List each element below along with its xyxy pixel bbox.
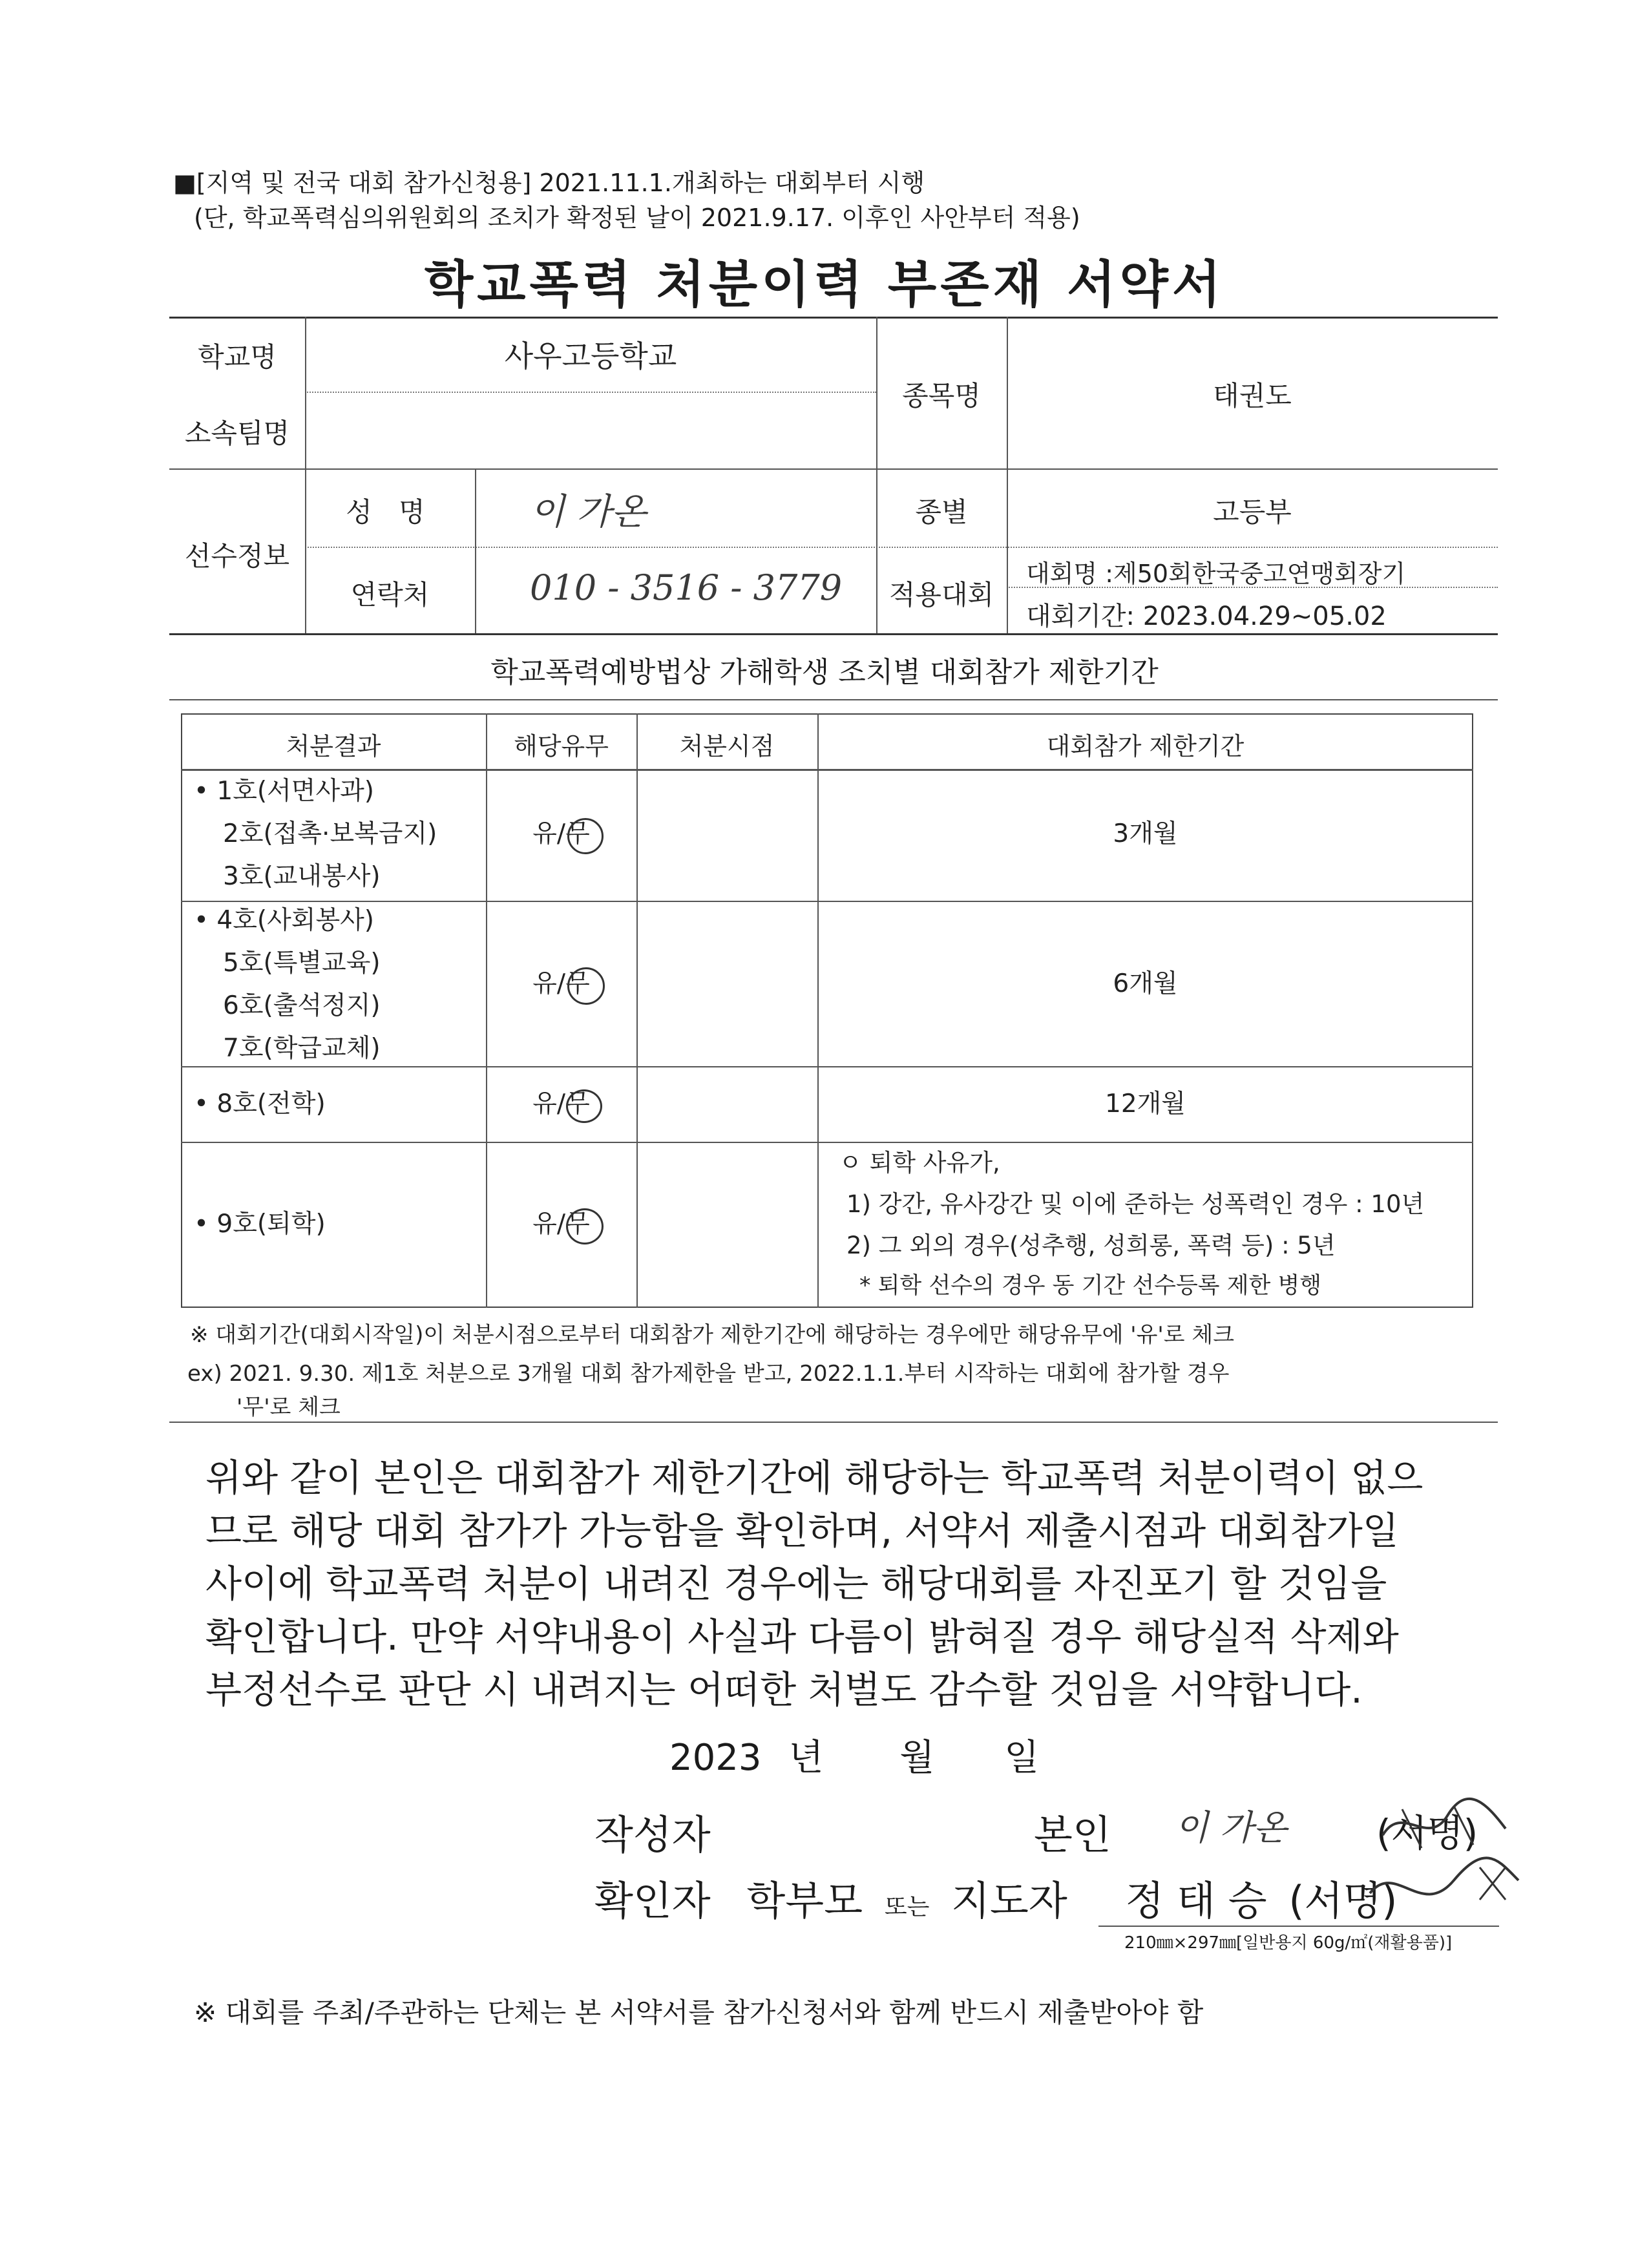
division-value: 고등부: [1213, 496, 1292, 528]
sport-label: 종목명: [902, 380, 981, 412]
division-label: 종별: [915, 496, 968, 528]
pledge-line-2: 므로 해당 대회 참가가 가능함을 확인하며, 서약서 제출시점과 대회참가일: [205, 1509, 1399, 1553]
date-month-unit: 월: [899, 1737, 935, 1779]
event-period: 대회기간: 2023.04.29~05.02: [1026, 602, 1387, 631]
row4-check-mark: [566, 1208, 604, 1244]
row4-period-line-3: 2) 그 외의 경우(성추행, 성희롱, 폭력 등) : 5년: [846, 1232, 1336, 1259]
name-value-handwritten: 이 가온: [530, 491, 647, 533]
header-applicable: 해당유무: [514, 732, 609, 761]
or-label: 또는: [884, 1894, 930, 1920]
page-title: 학교폭력 처분이력 부존재 서약서: [424, 256, 1225, 314]
contact-label: 연락처: [350, 579, 430, 611]
row2-period: 6개월: [1113, 969, 1178, 998]
footnote-1: ※ 대회기간(대회시작일)이 처분시점으로부터 대회참가 제한기간에 해당하는 경우에만 해당유무에 '유'로 체크: [190, 1322, 1235, 1348]
row1-period: 3개월: [1113, 819, 1178, 848]
row2-check-mark: [567, 967, 605, 1005]
section-title: 학교폭력예방법상 가해학생 조치별 대회참가 제한기간: [490, 656, 1159, 689]
self-label: 본인: [1034, 1811, 1111, 1858]
footnote-3: '무'로 체크: [236, 1394, 341, 1420]
signature-scribble-1: [1376, 1790, 1512, 1861]
writer-label: 작성자: [594, 1811, 711, 1858]
notice-line-2: (단, 학교폭력심의위원회의 조치가 확정된 날이 2021.9.17. 이후인 사안부터 적용): [194, 204, 1080, 232]
row3-check-mark: [566, 1089, 602, 1123]
confirmer-line: [594, 1869, 1397, 1926]
row2-measure-4: 7호(학급교체): [223, 1034, 381, 1063]
contact-value-handwritten: 010 - 3516 - 3779: [530, 567, 843, 608]
event-name: 대회명 :제50회한국중고연맹회장기: [1026, 560, 1406, 588]
event-label: 적용대회: [888, 579, 994, 611]
footnote-2: ex) 2021. 9.30. 제1호 처분으로 3개월 대회 참가제한을 받고, 2022.1.1.부터 시작하는 대회에 참가할 경우: [187, 1361, 1230, 1387]
sport-value: 태권도: [1213, 380, 1292, 412]
parent-label: 학부모: [746, 1877, 863, 1924]
player-info-label: 선수정보: [184, 540, 290, 572]
coach-label: 지도자: [951, 1877, 1067, 1924]
row1-applicable: 유/무: [532, 819, 590, 848]
sign-label-1: (서명): [1376, 1811, 1478, 1855]
paper-spec: 210㎜×297㎜[일반용지 60g/㎡(재활용품)]: [1124, 1933, 1453, 1953]
school-label: 학교명: [198, 341, 277, 373]
signature-scribble-2: [1363, 1854, 1525, 1926]
notice-line-1: ■[지역 및 전국 대회 참가신청용] 2021.11.1.개최하는 대회부터 시행: [173, 169, 925, 197]
confirmer-label: 확인자: [594, 1877, 711, 1924]
row4-period-line-4: * 퇴학 선수의 경우 동 기간 선수등록 제한 병행: [859, 1273, 1322, 1299]
row3-applicable: 유/무: [532, 1089, 590, 1118]
row4-period-line-2: 1) 강간, 유사강간 및 이에 준하는 성폭력인 경우 : 10년: [846, 1190, 1425, 1218]
date-year-unit: 년: [788, 1737, 824, 1779]
pledge-line-5: 부정선수로 판단 시 내려지는 어떠한 처벌도 감수할 것임을 서약합니다.: [205, 1668, 1363, 1712]
row2-measure-2: 5호(특별교육): [223, 949, 381, 978]
row1-measure-1: • 1호(서면사과): [194, 777, 375, 806]
pledge-line-3: 사이에 학교폭력 처분이 내려진 경우에는 해당대회를 자진포기 할 것임을: [205, 1562, 1387, 1606]
row3-period: 12개월: [1105, 1089, 1186, 1118]
coach-name: 정 태 승: [1125, 1877, 1267, 1924]
row2-measure-1: • 4호(사회봉사): [194, 906, 375, 935]
row4-applicable: 유/무: [532, 1210, 590, 1239]
team-label: 소속팀명: [184, 417, 290, 449]
row1-check-mark: [567, 818, 604, 854]
date-day-unit: 일: [1004, 1737, 1040, 1779]
header-measure: 처분결과: [286, 732, 381, 761]
school-value: 사우고등학교: [504, 339, 677, 373]
row2-measure-3: 6호(출석정지): [223, 991, 381, 1020]
row1-measure-2: 2호(접촉·보복금지): [223, 819, 437, 848]
name-label: 성 명: [346, 496, 434, 528]
row4-period-line-1: ㅇ 퇴학 사유가,: [839, 1149, 1000, 1177]
row3-measure-1: • 8호(전학): [194, 1089, 326, 1118]
date-year: 2023: [669, 1737, 762, 1779]
header-period: 대회참가 제한기간: [1046, 732, 1245, 761]
row4-measure-1: • 9호(퇴학): [194, 1210, 326, 1239]
self-signature-handwritten: 이 가온: [1175, 1807, 1287, 1848]
bottom-note: ※ 대회를 주최/주관하는 단체는 본 서약서를 참가신청서와 함께 반드시 제출받아야 함: [194, 1997, 1204, 2028]
pledge-line-1: 위와 같이 본인은 대회참가 제한기간에 해당하는 학교폭력 처분이력이 없으: [205, 1456, 1423, 1500]
pledge-line-4: 확인합니다. 만약 서약내용이 사실과 다름이 밝혀질 경우 해당실적 삭제와: [205, 1615, 1399, 1659]
row1-measure-3: 3호(교내봉사): [223, 862, 381, 891]
date-line: [669, 1729, 1039, 1781]
sign-label-2: (서명): [1288, 1877, 1398, 1924]
row2-applicable: 유/무: [532, 969, 590, 998]
header-time: 처분시점: [679, 732, 775, 761]
